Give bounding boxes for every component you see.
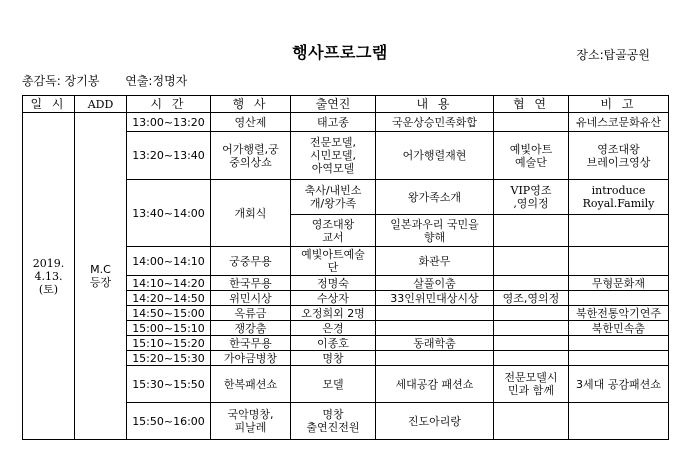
content-cell: 세대공감 패션쇼 — [376, 366, 494, 403]
time-cell: 15:00~15:10 — [127, 321, 211, 336]
time-cell: 15:30~15:50 — [127, 366, 211, 403]
header-note: 비 고 — [569, 96, 669, 113]
time-cell: 13:00~13:20 — [127, 113, 211, 132]
content-cell — [376, 306, 494, 321]
event-cell: 한국무용 — [211, 276, 291, 291]
cast-cell: 예빛아트예술 단 — [291, 247, 376, 276]
note-cell — [569, 403, 669, 440]
venue-label: 장소:탑골공원 — [576, 48, 650, 62]
cast-cell: 축사/내빈소 개/왕가족 — [291, 180, 376, 215]
content-cell: 33인위민대상시상 — [376, 291, 494, 306]
cast-cell: 이종호 — [291, 336, 376, 351]
time-cell: 14:00~14:10 — [127, 247, 211, 276]
date-cell: 2019. 4.13. (토) — [23, 113, 75, 440]
collab-cell — [494, 336, 569, 351]
event-cell: 가야금병창 — [211, 351, 291, 366]
content-cell: 동래학춤 — [376, 336, 494, 351]
collab-cell — [494, 247, 569, 276]
content-cell: 국운상승민족화합 — [376, 113, 494, 132]
cast-cell: 수상자 — [291, 291, 376, 306]
note-cell: 영조대왕 브레이크영상 — [569, 132, 669, 180]
note-cell — [569, 351, 669, 366]
header-collab: 협 연 — [494, 96, 569, 113]
add-cell: M.C 등장 — [75, 113, 127, 440]
event-cell: 한복패션쇼 — [211, 366, 291, 403]
time-cell: 14:10~14:20 — [127, 276, 211, 291]
time-cell: 13:20~13:40 — [127, 132, 211, 180]
page-title: 행사프로그램 — [292, 43, 388, 62]
cast-cell: 명창 — [291, 351, 376, 366]
content-cell: 왕가족소개 — [376, 180, 494, 215]
note-cell: 3세대 공감패션쇼 — [569, 366, 669, 403]
note-cell: 북한전통악기연주 — [569, 306, 669, 321]
time-cell: 14:50~15:00 — [127, 306, 211, 321]
event-cell: 어가행렬,궁 중의상쇼 — [211, 132, 291, 180]
cast-cell: 모델 — [291, 366, 376, 403]
collab-cell: 전문모델시 민과 함께 — [494, 366, 569, 403]
collab-cell — [494, 403, 569, 440]
cast-cell: 명창 출연진전원 — [291, 403, 376, 440]
producer-label: 연출:정명자 — [125, 74, 188, 88]
content-cell: 진도아리랑 — [376, 403, 494, 440]
event-cell: 한국무용 — [211, 336, 291, 351]
event-cell: 옥류금 — [211, 306, 291, 321]
note-cell: 북한민속춤 — [569, 321, 669, 336]
collab-cell: 예빛아트 예술단 — [494, 132, 569, 180]
event-cell: 쟁강춤 — [211, 321, 291, 336]
collab-cell: VIP영조 ,영의정 — [494, 180, 569, 215]
cast-cell: 태고종 — [291, 113, 376, 132]
content-cell: 살풀이춤 — [376, 276, 494, 291]
cast-cell: 오정희외 2명 — [291, 306, 376, 321]
time-cell: 14:20~14:50 — [127, 291, 211, 306]
note-cell — [569, 247, 669, 276]
time-cell: 15:10~15:20 — [127, 336, 211, 351]
content-cell: 일본과우리 국민을 향해 — [376, 215, 494, 247]
content-cell — [376, 321, 494, 336]
content-cell: 어가행렬재현 — [376, 132, 494, 180]
note-cell — [569, 215, 669, 247]
collab-cell — [494, 276, 569, 291]
cast-cell: 전문모델, 시민모델, 아역모델 — [291, 132, 376, 180]
event-cell: 영산제 — [211, 113, 291, 132]
note-cell — [569, 336, 669, 351]
director-label: 총감독: 장기봉 — [22, 74, 100, 88]
header-content: 내 용 — [376, 96, 494, 113]
header-event: 행 사 — [211, 96, 291, 113]
note-cell: 유네스코문화유산 — [569, 113, 669, 132]
cast-cell: 정명숙 — [291, 276, 376, 291]
note-cell — [569, 291, 669, 306]
header-datetime: 일 시 — [23, 96, 75, 113]
content-cell — [376, 351, 494, 366]
content-cell: 화관무 — [376, 247, 494, 276]
collab-cell — [494, 215, 569, 247]
cast-cell: 영조대왕 교서 — [291, 215, 376, 247]
note-cell: 무형문화재 — [569, 276, 669, 291]
header-time: 시 간 — [127, 96, 211, 113]
staff-line — [22, 72, 209, 89]
table-row — [23, 113, 669, 132]
time-cell: 15:20~15:30 — [127, 351, 211, 366]
event-cell: 궁중무용 — [211, 247, 291, 276]
program-table — [22, 95, 669, 440]
time-cell: 13:40~14:00 — [127, 180, 211, 247]
collab-cell — [494, 321, 569, 336]
header-row — [23, 96, 669, 113]
collab-cell — [494, 306, 569, 321]
header-add: ADD — [75, 96, 127, 113]
event-cell: 위민시상 — [211, 291, 291, 306]
note-cell: introduce Royal.Family — [569, 180, 669, 215]
event-cell: 개회식 — [211, 180, 291, 247]
collab-cell: 영조,영의정 — [494, 291, 569, 306]
collab-cell — [494, 351, 569, 366]
time-cell: 15:50~16:00 — [127, 403, 211, 440]
cast-cell: 은경 — [291, 321, 376, 336]
header-cast: 출연진 — [291, 96, 376, 113]
event-cell: 국악명창, 피날레 — [211, 403, 291, 440]
collab-cell — [494, 113, 569, 132]
